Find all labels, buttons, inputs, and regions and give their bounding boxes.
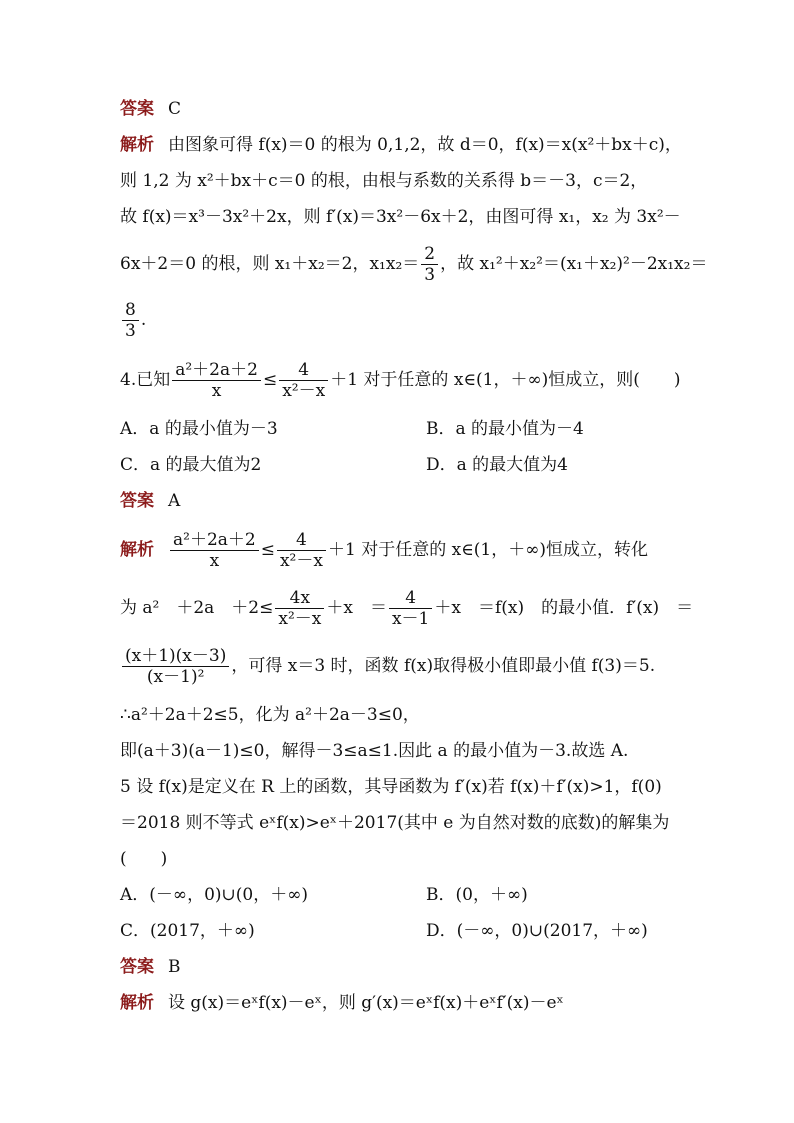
fraction: $\frac{\text{a²＋2a＋2}}{x}$ [172, 360, 261, 401]
q4-stem: 4.已知 $\frac{\text{a²＋2a＋2}}{x}$ ≤ $\frac{4}{\text{x²－x}}$ ＋1 对于任意的 x∈(1，＋∞)恒成立，则( ) [120, 360, 681, 401]
prev-analysis-line-3: 故 f(x)＝x³－3x²＋2x，则 f′(x)＝3x²－6x＋2，由图可得 x₁，x₂ 为 3x²－ [120, 207, 681, 227]
q4-option-d: D．a 的最大值为4 [426, 455, 568, 475]
q4-option-a: A．a 的最小值为－3 [120, 419, 278, 439]
prev-analysis-line-5: $\frac{8}{3}$ . [120, 300, 146, 341]
answer-value: C [168, 99, 182, 119]
fraction: $\frac{\text{a²＋2a＋2}}{x}$ [170, 530, 259, 571]
analysis-text: 由图象可得 f(x)＝0 的根为 0,1,2，故 d＝0，f(x)＝x(x²＋bx＋c)， [168, 135, 682, 155]
fraction: $\frac{4}{\text{x²－x}}$ [279, 360, 328, 401]
fraction: $\frac{4}{x-1}$ [389, 588, 432, 629]
analysis-label: 解析 [120, 135, 154, 155]
q5-stem-line-3: ( ) [120, 849, 168, 869]
fraction: $\frac{(x+1)(x-3)}{\text{(x－1)²}}$ [122, 646, 229, 687]
q5-option-b: B．(0，＋∞) [426, 885, 528, 905]
q4-analysis-line-5: 即(a＋3)(a－1)≤0，解得－3≤a≤1.因此 a 的最小值为－3.故选 A. [120, 741, 629, 761]
q5-analysis-line [120, 992, 564, 1014]
answer-value: A [168, 491, 181, 511]
q5-option-d: D．(－∞，0)∪(2017，＋∞) [426, 921, 648, 941]
q4-suffix: ＋1 对于任意的 x∈(1，＋∞)恒成立，则( ) [330, 370, 681, 390]
analysis-text: 为 a² ＋2a ＋2≤ [120, 598, 274, 618]
fraction: $\frac{2}{3}$ [421, 244, 438, 285]
answer-label: 答案 [120, 957, 154, 977]
answer-value: B [168, 957, 181, 977]
analysis-text: ，故 x₁²＋x₂²＝(x₁＋x₂)²－2x₁x₂＝ [440, 254, 708, 274]
q4-option-b: B．a 的最小值为－4 [426, 419, 584, 439]
prev-answer-line [120, 98, 181, 120]
fraction: $\frac{4x}{\text{x²－x}}$ [275, 588, 324, 629]
q4-analysis-line-4: ∴a²＋2a＋2≤5，化为 a²＋2a－3≤0， [120, 705, 420, 725]
analysis-text: ＋1 对于任意的 x∈(1，＋∞)恒成立，转化 [327, 540, 649, 560]
answer-label: 答案 [120, 491, 154, 511]
q4-analysis-line-2: 为 a² ＋2a ＋2≤ $\frac{4x}{\text{x²－x}}$ ＋x ＝ $\frac{4}{x-1}$ ＋x ＝f(x) 的最小值．f′(x) ＝ [120, 588, 694, 629]
prev-analysis-line-2: 则 1,2 为 x²＋bx＋c＝0 的根，由根与系数的关系得 b＝－3，c＝2， [120, 171, 648, 191]
q5-answer-line [120, 956, 181, 978]
q5-stem-line-1: 5 设 f(x)是定义在 R 上的函数，其导函数为 f′(x)若 f(x)＋f′(x)>1，f(0) [120, 777, 662, 797]
q4-analysis-line-3 [120, 646, 655, 687]
q4-answer-line [120, 490, 180, 512]
q5-stem-line-2: ＝2018 则不等式 eˣf(x)>eˣ＋2017(其中 e 为自然对数的底数)的解集为 [120, 813, 670, 833]
analysis-label: 解析 [120, 993, 154, 1013]
analysis-text: ，可得 x＝3 时，函数 f(x)取得极小值即最小值 f(3)＝5. [231, 656, 656, 676]
prev-analysis-line-4 [120, 244, 707, 285]
analysis-text: 设 g(x)＝eˣf(x)－eˣ，则 g′(x)＝eˣf(x)＋eˣf′(x)－eˣ [168, 993, 564, 1013]
q4-analysis-line-1: 解析 $\frac{\text{a²＋2a＋2}}{x}$ ≤ $\frac{4}{\text{x²－x}}$ ＋1 对于任意的 x∈(1，＋∞)恒成立，转化 [120, 530, 649, 571]
answer-label: 答案 [120, 99, 154, 119]
analysis-text: 6x＋2＝0 的根，则 x₁＋x₂＝2，x₁x₂＝ [120, 254, 420, 274]
fraction: $\frac{4}{\text{x²－x}}$ [277, 530, 326, 571]
analysis-label: 解析 [120, 540, 154, 560]
q4-option-c: C．a 的最大值为2 [120, 455, 262, 475]
prev-analysis-line-1 [120, 134, 682, 156]
analysis-text: ＋x ＝f(x) 的最小值．f′(x) ＝ [434, 598, 694, 618]
q5-option-a: A．(－∞，0)∪(0，＋∞) [120, 885, 309, 905]
q4-prefix: 4.已知 [120, 370, 171, 390]
q5-option-c: C．(2017，＋∞) [120, 921, 255, 941]
fraction: $\frac{8}{3}$ [122, 300, 139, 341]
